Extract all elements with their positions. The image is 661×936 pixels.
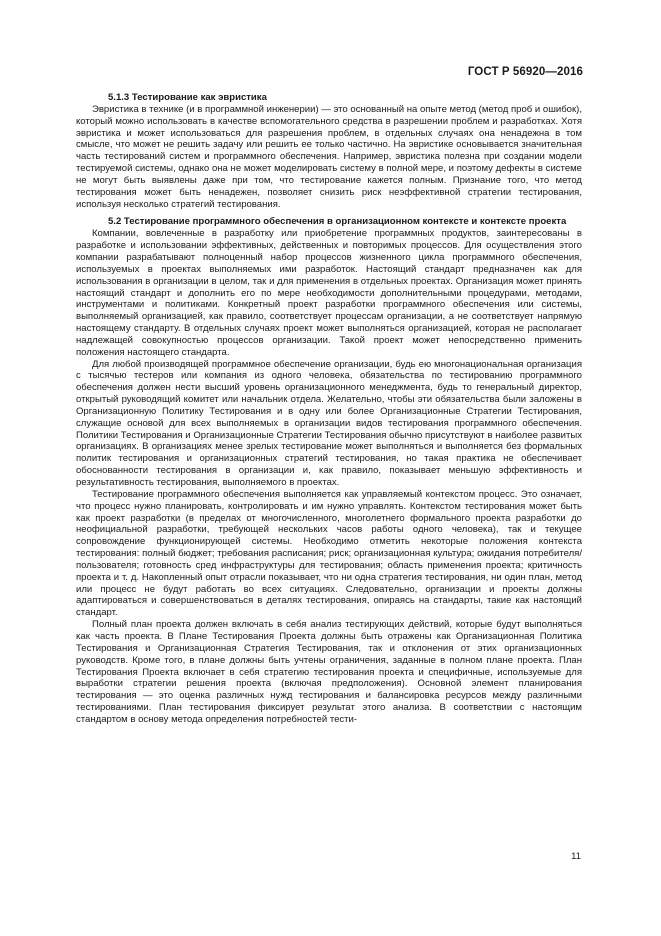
paragraph: Полный план проекта должен включать в себя анализ тестирующих действий, которые будут выполняться как часть проекта. В Плане Тестирования Проекта должны быть отражены как Организационная Политика Тестирования и Организационная Стратегия Тестирования, так и отклонения от этих организационных руководств. Кроме того, в плане должны быть учтены ограничения, заданные в полном плане проекта. План Тестирования Проекта включает в себя стратегию тестирования проекта и специфичные, используемые для выработки стратегии решения проекта (включая предположения). Основной элемент планирования тестирования — это оценка различных нужд тестирования и балансировка ресурсов между различными тестированиями. План тестирования фиксирует результат этого анализа. В соответствии с настоящим стандартом в основу метода определения потребностей тести- <box>76 619 582 725</box>
document-id-header: ГОСТ Р 56920—2016 <box>467 66 583 78</box>
page-number: 11 <box>571 851 581 862</box>
paragraph: Для любой производящей программное обеспечение организации, будь ею многонациональная организация с тысячью тестеров или компания из одного человека, обязательства по тестированию программного обеспечения должен нести высший уровень организационного менеджмента, будь то генеральный директор, открытый руководящий комитет или начальник отдела. Желательно, чтобы эти обязательства были заложены в Организационную Политику Тестирования и в одну или более Организационные Стратегии Тестирования, служащие основой для всех выполняемых в организации видов тестирования программного обеспечения. Политики Тестирования и Организационные Стратегии Тестирования обычно присутствуют в наиболее развитых организациях. В организациях менее зрелых тестирование может выполняться и выполняется без формальных политик тестирования и организационных стратегий тестирования, но такая практика не обеспечивает обоснованности тестирования в организации и, как правило, показывает меньшую эффективность и результативность тестирования, выполняемого в проектах. <box>76 358 582 488</box>
section-heading-5-1-3: 5.1.3 Тестирование как эвристика <box>108 92 267 103</box>
paragraph: Эвристика в технике (и в программной инженерии) — это основанный на опыте метод (метод проб и ошибок), который можно использовать в качестве вспомогательного средства в разрешении проблем и разработках. Хотя эвристика и может использоваться для разрешения проблем, в отдельных случаях она ненадежна в том смысле, что может не решить задачу или решить ее только частично. На эвристике основывается значительная часть тестирований систем и программного обеспечения. Например, эвристика полезна при создании модели тестируемой системы, однако она не может моделировать систему в полной мере, и поэтому дефекты в системе не могут быть выявлены даже при том, что тестирование кажется полным. Признание того, что метод тестирования может быть ненадежен, позволяет снизить риск неэффективной стратегии тестирования, используя несколько стратегий тестирования. <box>76 103 582 210</box>
section-heading-5-2: 5.2 Тестирование программного обеспечения в организационном контексте и контексте проекта <box>108 216 567 228</box>
paragraph: Компании, вовлеченные в разработку или приобретение программных продуктов, заинтересованы в разработке и использовании эффективных, действенных и повторимых процессов. Для осуществления этого компании разрабатывают полноценный набор процессов жизненного цикла программного обеспечения, используемых в проектах выполняемых ими разработок. Настоящий стандарт предназначен как для использования в организации в целом, так и для применения в отдельных проектах. Организация может принять настоящий стандарт и дополнить его по мере необходимости дополнительными процедурами, методами, инструментами и политиками. Конкретный проект разработки программного обеспечения или системы, выполняемый организацией, как правило, соответствует процессам организации, а не соответствует напрямую настоящему стандарту. В отдельных случаях проект может выполняться организацией, которая не располагает надлежащей совокупностью процессов организации. Такой проект может непосредственно применить положения настоящего стандарта. <box>76 228 582 358</box>
paragraph: Тестирование программного обеспечения выполняется как управляемый контекстом процесс. Это означает, что процесс нужно планировать, контролировать и им нужно управлять. Контекстом тестирования может быть как проект разработки (в пределах от многочисленного, многолетнего формального проекта разработки до неофициальной разработки, требующей нескольких часов работы одного человека), так и текущее сопровождение функционирующей системы. Необходимо отметить некоторые положения контекста тестирования: полный бюджет; требования расписания; риск; организационная культура; ожидания потребителя/пользователя; готовность сред инфраструктуры для тестирования; область применения проекта; критичность проекта и т. д. Накопленный опыт отрасли показывает, что ни одна стратегия тестирования, ни один план, метод или процесс не будут работать во всех ситуациях. Следовательно, организации и проекты должны адаптироваться и совершенствоваться в деталях тестирования, опираясь на стандарты, такие как настоящий стандарт. <box>76 488 582 619</box>
document-body <box>76 92 582 726</box>
